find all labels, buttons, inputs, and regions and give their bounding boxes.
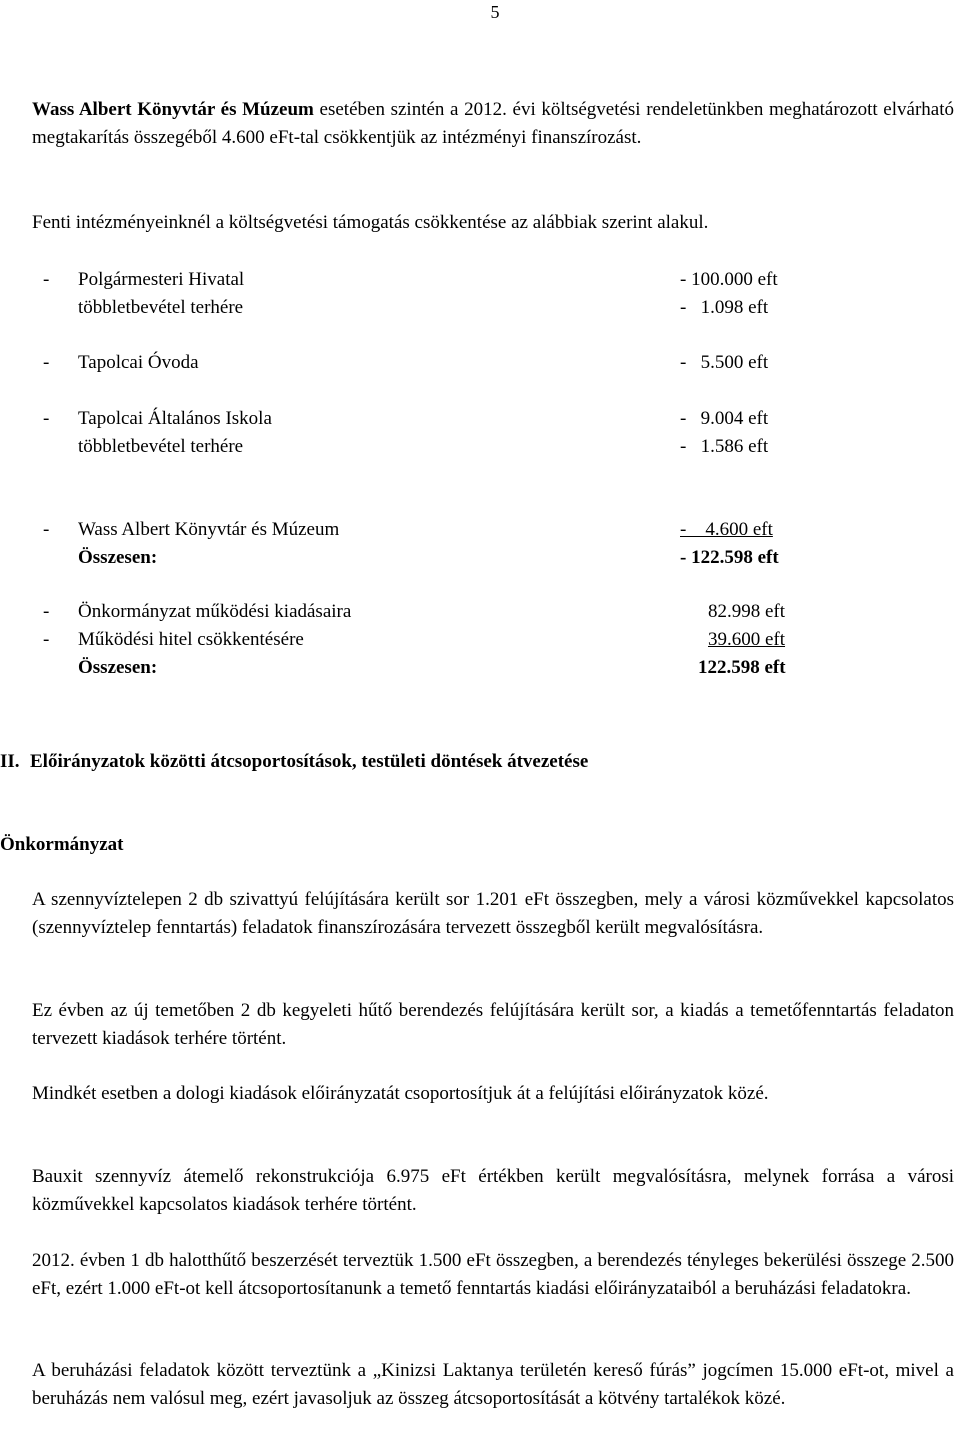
list-dash: - — [43, 519, 50, 540]
list-value: - 4.600 eft — [680, 519, 773, 540]
paragraph: A beruházási feladatok között terveztünk a „Kinizsi Laktanya területén kereső fúrás” jogcímen 15.000 eFt-ot, mivel a beruházás nem valósul meg, ezért javasoljuk az összeg átcsoportosítását a kötvény tartalékok közé. — [32, 1360, 954, 1409]
list-dash: - — [43, 352, 50, 373]
paragraph: Mindkét esetben a dologi kiadások előirányzatát csoportosítjuk át a felújítási előirányzatok közé. — [32, 1083, 769, 1104]
list-label: Tapolcai Általános Iskola — [78, 408, 272, 429]
list-label: többletbevétel terhére — [78, 297, 244, 318]
list-dash: - — [43, 408, 50, 429]
list-value: 39.600 eft — [708, 629, 786, 650]
intro-text: esetében szintén a 2012. évi költségvetési rendeletünkben meghatározott elvárható megtakarítás összegéből 4.600 eFt-tal csökkentjük az intézményi finanszírozást. — [32, 99, 954, 148]
list-value: - 1.098 eft — [680, 297, 769, 318]
paragraph: A szennyvíztelepen 2 db szivattyú felújítására került sor 1.201 eFt összegben, mely a városi közművekkel kapcsolatos (szennyvíztelep fenntartás) feladatok finanszírozására tervezett összegből került megvalósításra. — [32, 889, 954, 938]
list-label: Wass Albert Könyvtár és Múzeum — [78, 519, 340, 540]
list-label: Működési hitel csökkentésére — [78, 629, 304, 650]
list-dash: - — [43, 601, 50, 622]
library-name: Wass Albert Könyvtár és Múzeum — [32, 99, 314, 120]
page-number: 5 — [490, 2, 500, 22]
list-label: Tapolcai Óvoda — [78, 352, 199, 373]
list-value: - 5.500 eft — [680, 352, 769, 373]
subheading-text: Önkormányzat — [0, 834, 124, 855]
intro-paragraph — [32, 96, 954, 151]
paragraph: 2012. évben 1 db halotthűtő beszerzését terveztük 1.500 eFt összegben, a berendezés tényleges bekerülési összege 2.500 eFt, ezért 1.000 eFt-ot kell átcsoportosítanunk a temető fenntartás kiadási előirányzataiból a beruházási feladatokra. — [32, 1250, 954, 1299]
list-value: 82.998 eft — [708, 601, 786, 622]
list-value: - 1.586 eft — [680, 436, 769, 457]
list-label: Önkormányzat működési kiadásaira — [78, 601, 352, 622]
paragraph: Ez évben az új temetőben 2 db kegyeleti hűtő berendezés felújítására került sor, a kiadás a temetőfenntartás feladaton tervezett kiadások terhére történt. — [32, 1000, 954, 1049]
list-value: - 9.004 eft — [680, 408, 769, 429]
section-title: Előirányzatok közötti átcsoportosítások, testületi döntések átvezetése — [30, 751, 589, 772]
fenti-paragraph: Fenti intézményeinknél a költségvetési támogatás csökkentése az alábbiak szerint alakul. — [32, 212, 709, 233]
list-label: Összesen: — [78, 657, 158, 678]
paragraph: Bauxit szennyvíz átemelő rekonstrukciója 6.975 eFt értékben került megvalósításra, melynek forrása a városi közművekkel kapcsolatos kiadások terhére történt. — [32, 1166, 954, 1215]
list-dash: - — [43, 629, 50, 650]
list-value: - 100.000 eft — [680, 269, 778, 290]
list-label: többletbevétel terhére — [78, 436, 244, 457]
section-number: II. — [0, 751, 20, 772]
list-label: Polgármesteri Hivatal — [78, 269, 245, 290]
list-value: - 122.598 eft — [680, 547, 779, 568]
list-dash: - — [43, 269, 50, 290]
list-label: Összesen: — [78, 547, 158, 568]
list-value: 122.598 eft — [698, 657, 786, 678]
